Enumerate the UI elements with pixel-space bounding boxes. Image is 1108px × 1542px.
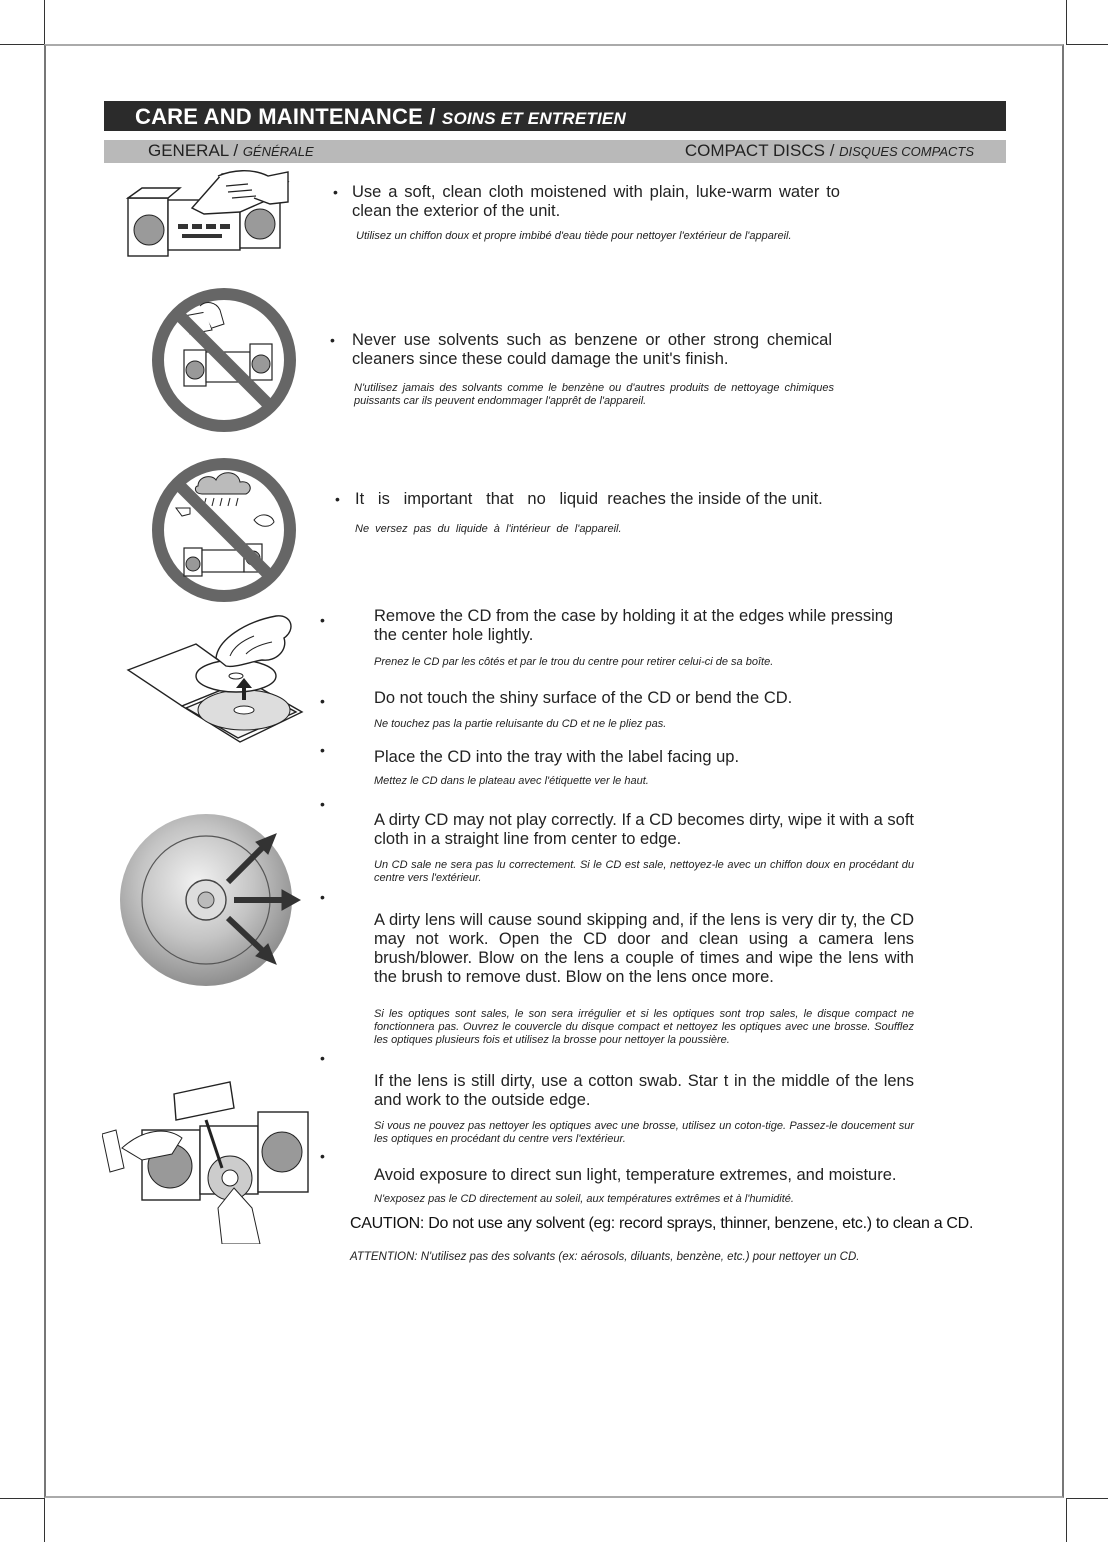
cd-item-2-en: Do not touch the shiny surface of the CD or bend the CD. [374,689,793,707]
compact-discs-heading [685,141,974,161]
cd-item-1-en: Remove the CD from the case by holding it at the edges while pressing the center hole lightly. [374,607,894,644]
general-item-1-en: Use a soft, clean cloth moistened with plain, luke-warm water to clean the exterior of the unit. [352,183,840,220]
cd-item-6-en: If the lens is still dirty, use a cotton swab. Star t in the middle of the lens and work to the outside edge. [374,1072,914,1109]
crop-mark [1066,44,1108,45]
cd-heading-en: COMPACT DISCS / [684,141,835,160]
crop-mark [44,0,45,44]
crop-mark [0,44,44,45]
crop-mark [0,1498,44,1499]
cd-item-5-en: A dirty lens will cause sound skipping and, if the lens is very dir ty, the CD may not work. Open the CD door and clean using a camera lens brush/blower. Blow on the lens a couple of times and wipe the lens with the brush to remove dust. Blow on the lens once more. [374,911,914,986]
cd-item-3-fr: Mettez le CD dans le plateau avec l'étiquette ver le haut. [374,775,649,787]
bullet: • [330,332,335,348]
no-solvents-illustration [150,286,298,434]
crop-mark [1066,0,1067,44]
general-item-1-fr: Utilisez un chiffon doux et propre imbibé d'eau tiède pour nettoyer l'extérieur de l'appareil. [356,230,792,242]
cd-item-6-fr: Si vous ne pouvez pas nettoyer les optiques avec une brosse, utilisez un coton-tige. Passez-le doucement sur les optiques en procédant du centre vers l'extérieur. [374,1120,914,1145]
title-fr: SOINS ET ENTRETIEN [441,109,626,128]
no-liquid-illustration [150,456,298,604]
cd-item-5-fr: Si les optiques sont sales, le son sera irrégulier et si les optiques sont trop sales, le disque compact ne fonctionnera pas. Ouvrez le couvercle du disque compact et nettoyez les optiques avec une brosse. Soufflez les optiques plusieurs fois et utilisez la brosse pour nettoyer la poussière. [374,1008,914,1046]
bullet: • [320,612,325,628]
general-heading-en: GENERAL / [148,141,239,160]
general-item-3-en: It is important that no liquid reaches the inside of the unit. [355,490,823,508]
bullet: • [320,742,325,758]
bullet: • [320,889,325,905]
page-frame [44,44,1064,1498]
bullet: • [320,796,325,812]
caution-note: CAUTION: Do not use any solvent (eg: record sprays, thinner, benzene, etc.) to clean a CD. [350,1215,974,1232]
cd-heading-fr: DISQUES COMPACTS [839,144,974,159]
stereo-cleaning-illustration [122,168,290,260]
cd-item-4-fr: Un CD sale ne sera pas lu correctement. Si le CD est sale, nettoyez-le avec un chiffon doux en procédant du centre vers l'extérieur. [374,859,914,884]
general-item-3-fr: Ne versez pas du liquide à l'intérieur de l'appareil. [355,523,622,535]
cd-case-illustration [126,610,306,746]
cd-item-2-fr: Ne touchez pas la partie reluisante du CD et ne le pliez pas. [374,718,667,730]
bullet: • [333,184,338,200]
general-item-2-fr: N'utilisez jamais des solvants comme le benzène ou d'autres produits de nettoyage chimiques puissants car ils peuvent endommager l'apprêt de l'appareil. [354,382,834,407]
general-item-2-en: Never use solvents such as benzene or other strong chemical cleaners since these could damage the unit's finish. [352,331,832,368]
section-title-bar [104,101,1006,131]
general-heading-fr: GÉNÉRALE [242,144,314,159]
bullet: • [320,1050,325,1066]
crop-mark [1066,1498,1108,1499]
cd-item-7-en: Avoid exposure to direct sun light, temperature extremes, and moisture. [374,1166,897,1184]
bullet: • [320,693,325,709]
bullet: • [335,491,340,507]
general-heading [148,141,314,161]
page-title [135,104,626,130]
cd-item-4-en: A dirty CD may not play correctly. If a CD becomes dirty, wipe it with a soft cloth in a straight line from center to edge. [374,811,914,848]
cd-item-3-en: Place the CD into the tray with the label facing up. [374,748,740,766]
cd-item-1-fr: Prenez le CD par les côtés et par le trou du centre pour retirer celui-ci de sa boîte. [374,656,774,668]
attention-note: ATTENTION: N'utilisez pas des solvants (ex: aérosols, diluants, benzène, etc.) pour nettoyer un CD. [350,1251,860,1263]
subheading-bar [104,140,1006,163]
crop-mark [44,1498,45,1542]
bullet: • [320,1148,325,1164]
crop-mark [1066,1498,1067,1542]
cd-wipe-direction-illustration [118,812,308,987]
cd-item-7-fr: N'exposez pas le CD directement au soleil, aux températures extrêmes et à l'humidité. [374,1193,794,1205]
title-en: CARE AND MAINTENANCE / [135,104,436,129]
lens-cleaning-illustration [102,1068,312,1244]
